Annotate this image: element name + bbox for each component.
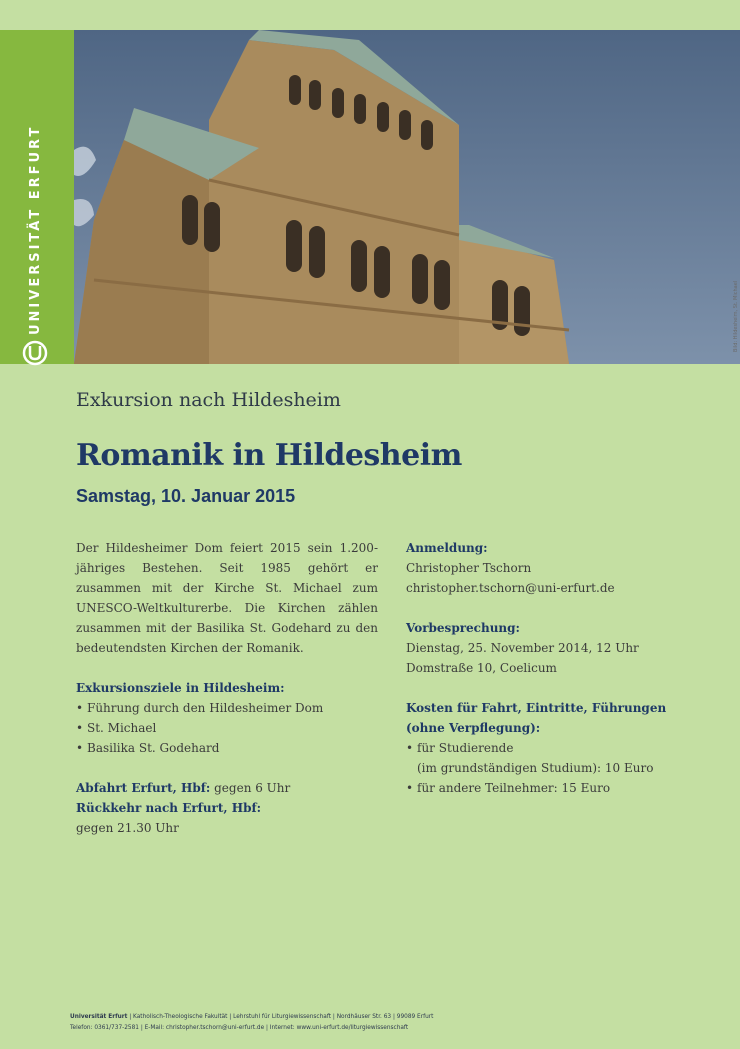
costs-heading: Kosten für Fahrt, Eintritte, Führungen (ohne Verpflegung): <box>406 701 667 735</box>
university-logo-icon <box>22 340 48 366</box>
list-item: • für andere Teilnehmer: 15 Euro <box>406 778 706 798</box>
registration <box>406 538 706 598</box>
top-band <box>0 0 740 30</box>
list-item: • St. Michael <box>76 718 378 738</box>
kicker-heading: Exkursion nach Hildesheim <box>76 389 341 411</box>
footer <box>70 1012 670 1034</box>
excursion-goals <box>76 678 378 758</box>
departure-label: Abfahrt Erfurt, Hbf: <box>76 781 211 795</box>
left-column <box>76 538 378 838</box>
goals-list <box>76 698 378 758</box>
church-photo <box>74 30 740 364</box>
university-name: UNIVERSITÄT ERFURT <box>28 124 43 335</box>
return-label: Rückkehr nach Erfurt, Hbf: <box>76 801 262 815</box>
pre-meeting-date: Dienstag, 25. November 2014, 12 Uhr <box>406 641 639 655</box>
costs-list <box>406 738 706 798</box>
costs <box>406 698 706 798</box>
intro-paragraph: Der Hildesheimer Dom feiert 2015 sein 1.200-jähriges Bestehen. Seit 1985 gehört er zusammen mit der Kirche St. Michael zum UNESCO-Weltkulturerbe. Die Kirchen zählen zusammen mit der Basilika St. Godehard zu den bedeutendsten Kirchen der Romanik. <box>76 541 378 655</box>
list-item <box>406 738 706 778</box>
departure-line <box>76 778 378 798</box>
event-date: Samstag, 10. Januar 2015 <box>76 486 296 506</box>
contact-email[interactable]: christopher.tschorn@uni-erfurt.de <box>406 581 615 595</box>
photo-credit: Bild: Hildesheim, St. Michael <box>733 280 739 352</box>
footer-line-1 <box>70 1012 670 1023</box>
goals-heading: Exkursionsziele in Hildesheim: <box>76 681 285 695</box>
return-value: gegen 21.30 Uhr <box>76 821 179 835</box>
page-title: Romanik in Hildesheim <box>76 438 462 473</box>
pre-meeting <box>406 618 706 678</box>
st-michael-church-image <box>74 30 740 364</box>
footer-org: Universität Erfurt <box>70 1014 128 1020</box>
list-item: • Basilika St. Godehard <box>76 738 378 758</box>
travel-times <box>76 778 378 838</box>
university-side-strip <box>0 30 74 364</box>
right-column <box>406 538 706 798</box>
departure-value: gegen 6 Uhr <box>210 781 291 795</box>
pre-meeting-location: Domstraße 10, Coelicum <box>406 661 557 675</box>
list-item: • Führung durch den Hildesheimer Dom <box>76 698 378 718</box>
contact-name: Christopher Tschorn <box>406 561 532 575</box>
footer-line-2: Telefon: 0361/737-2581 | E-Mail: christopher.tschorn@uni-erfurt.de | Internet: www.uni-erfurt.de/liturgiewissenschaft <box>70 1025 409 1031</box>
registration-heading: Anmeldung: <box>406 541 488 555</box>
cost-students-line1: für Studierende <box>417 741 514 755</box>
cost-students-line2: (im grundständigen Studium): 10 Euro <box>417 761 654 775</box>
footer-address: | Katholisch-Theologische Fakultät | Lehrstuhl für Liturgiewissenschaft | Nordhäuser Str. 63 | 99089 Erfurt <box>127 1014 434 1020</box>
pre-meeting-heading: Vorbesprechung: <box>406 621 520 635</box>
